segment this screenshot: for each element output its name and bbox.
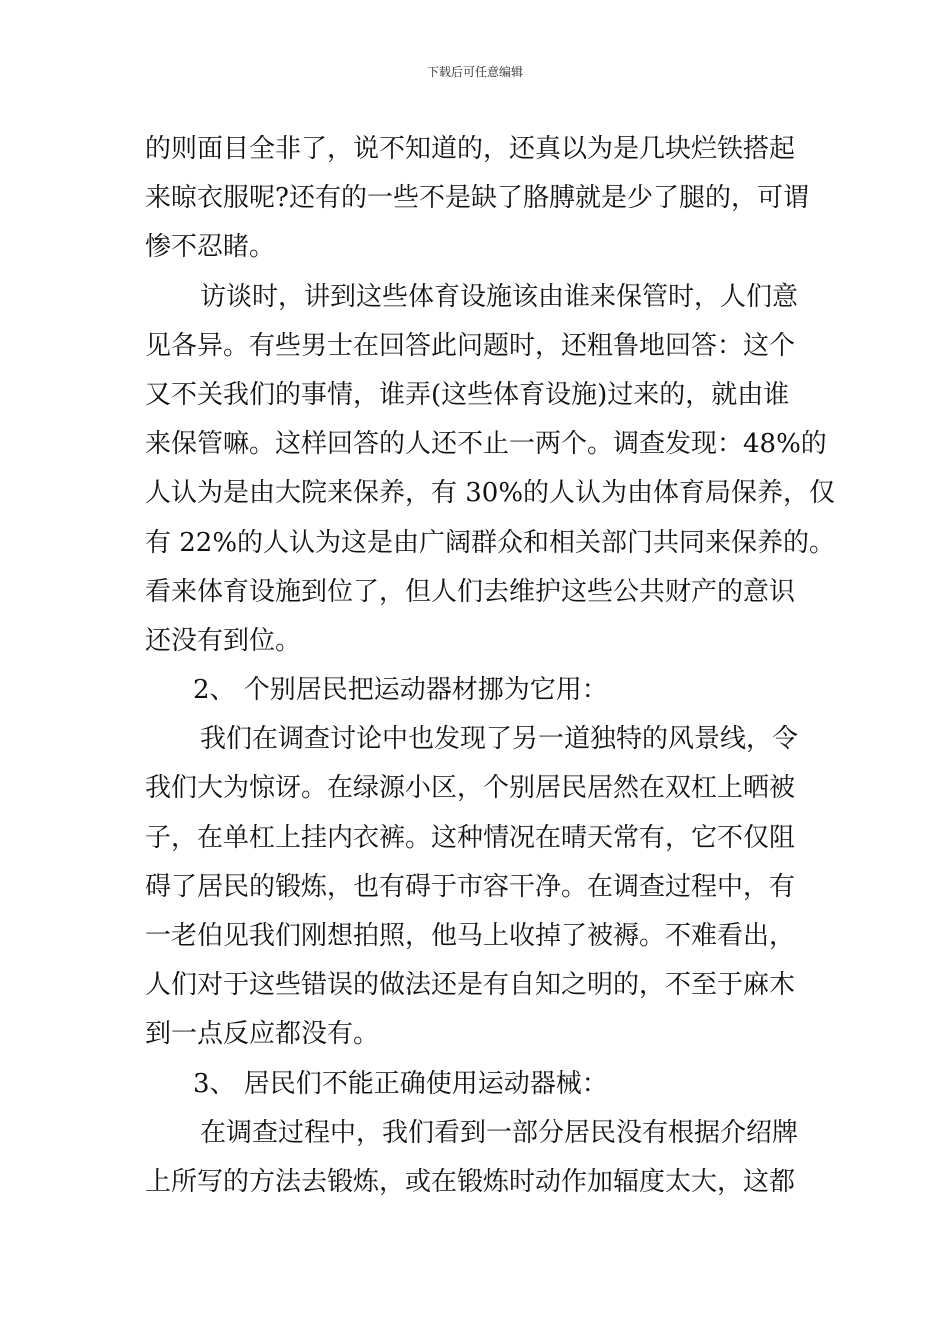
text-line: 见各异。有些男士在回答此问题时，还粗鲁地回答：这个 (145, 330, 796, 361)
text-line: 看来体育设施到位了，但人们去维护这些公共财产的意识 (145, 576, 796, 607)
text-line: 碍了居民的锻炼，也有碍于市容干净。在调查过程中，有 (145, 871, 796, 902)
text-line: 到一点反应都没有。 (145, 1019, 380, 1050)
text-line: 来保管嘛。这样回答的人还不止一两个。调查发现：48%的 (145, 429, 827, 460)
page-header: 下载后可任意编辑 (426, 65, 523, 79)
text-line: 一老伯见我们刚想拍照，他马上收掉了被褥。不难看出， (145, 921, 796, 951)
section-heading: 2、 个别居民把运动器材挪为它用： (193, 675, 608, 706)
text-line: 上所写的方法去锻炼，或在锻炼时动作加辐度太大，这都 (145, 1166, 796, 1197)
section-heading: 3、 居民们不能正确使用运动器械： (193, 1068, 608, 1099)
text-line: 子，在单杠上挂内衣裤。这种情况在晴天常有，它不仅阻 (145, 822, 796, 853)
document-body (145, 125, 836, 1207)
text-line: 我们在调查讨论中也发现了另一道独特的风景线，令 (200, 724, 799, 755)
text-line: 又不关我们的事情，谁弄(这些体育设施)过来的，就由谁 (145, 379, 790, 410)
text-line: 有 22%的人认为这是由广阔群众和相关部门共同来保养的。 (145, 527, 836, 558)
text-line: 的则面目全非了，说不知道的，还真以为是几块烂铁搭起 (145, 134, 796, 164)
text-line: 还没有到位。 (145, 625, 302, 656)
text-line: 在调查过程中，我们看到一部分居民没有根据介绍牌 (200, 1117, 799, 1148)
text-line: 惨不忍睹。 (145, 232, 276, 263)
text-line: 人认为是由大院来保养，有 30%的人认为由体育局保养，仅 (145, 478, 836, 509)
text-line: 我们大为惊讶。在绿源小区，个别居民居然在双杠上晒被 (145, 773, 796, 804)
text-line: 人们对于这些错误的做法还是有自知之明的，不至于麻木 (145, 970, 796, 1001)
text-line: 来晾衣服呢?还有的一些不是缺了胳膊就是少了腿的，可谓 (145, 183, 809, 214)
text-line: 访谈时，讲到这些体育设施该由谁来保管时，人们意 (200, 281, 799, 312)
